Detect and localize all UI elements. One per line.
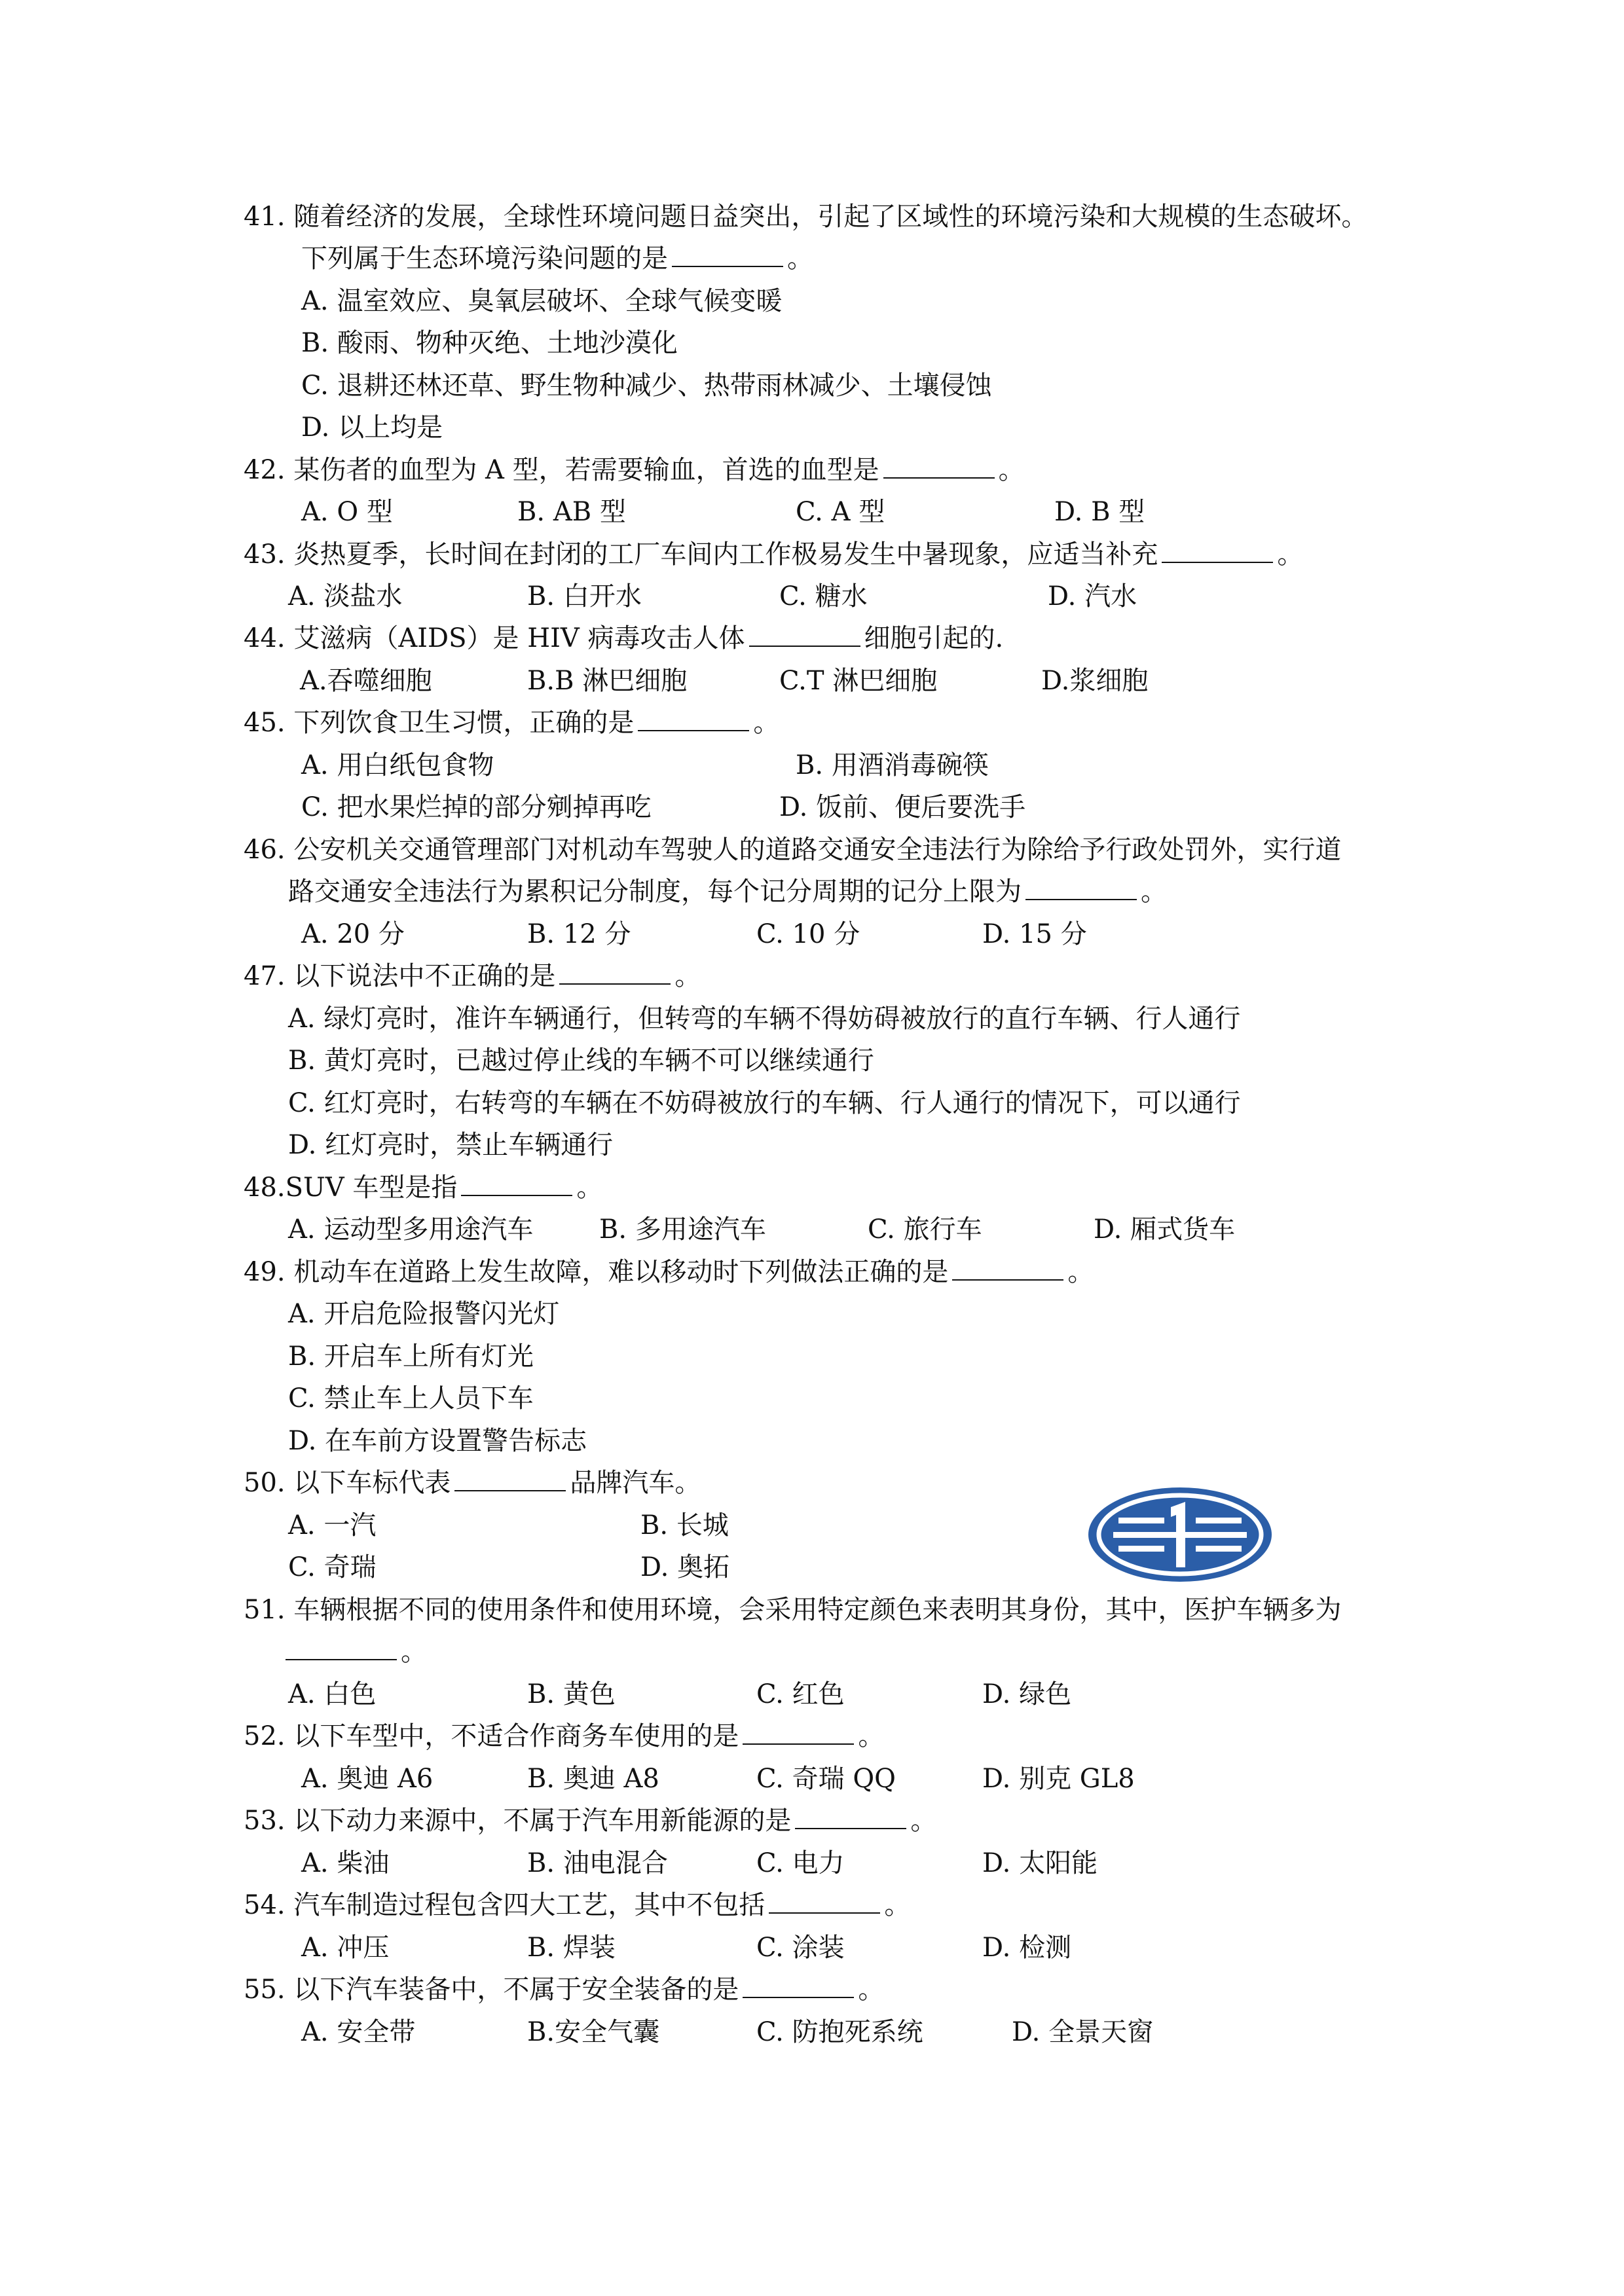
question-52-option-d: D. 别克 GL8 [982,1764,1135,1794]
question-45-stem: 45. 下列饮食卫生习惯，正确的是 。 [244,708,780,738]
question-44-option-b: B.B 淋巴细胞 [527,666,688,696]
question-43-option-a: A. 淡盐水 [288,581,403,611]
question-51-stem-cont: 。 [286,1636,427,1667]
question-45-option-b: B. 用酒消毒碗筷 [796,750,989,780]
question-48-option-a: A. 运动型多用途汽车 [288,1214,534,1245]
question-42-option-b: B. AB 型 [517,497,626,527]
question-51-option-b: B. 黄色 [527,1679,616,1709]
answer-blank[interactable] [286,1637,397,1660]
question-48-option-d: D. 厢式货车 [1094,1214,1236,1245]
question-49-option-c: C. 禁止车上人员下车 [288,1383,534,1413]
question-50-option-b: B. 长城 [640,1510,729,1540]
question-51-stem: 51. 车辆根据不同的使用条件和使用环境，会采用特定颜色来表明其身份，其中，医护车辆多为 [244,1595,1342,1625]
question-41-option-d: D. 以上均是 [301,412,443,443]
question-46-stem: 46. 公安机关交通管理部门对机动车驾驶人的道路交通安全违法行为除给予行政处罚外，实行道 [244,835,1342,865]
question-48-option-c: C. 旅行车 [868,1214,982,1245]
question-47-option-c: C. 红灯亮时，右转弯的车辆在不妨碍被放行的车辆、行人通行的情况下，可以通行 [288,1088,1241,1118]
question-45-option-c: C. 把水果烂掉的部分剜掉再吃 [301,792,652,822]
question-50-option-a: A. 一汽 [288,1510,377,1540]
question-43-option-b: B. 白开水 [527,581,642,611]
question-54-option-c: C. 涂装 [756,1933,845,1963]
question-41-option-c: C. 退耕还林还草、野生物种减少、热带雨林减少、土壤侵蚀 [301,371,992,401]
answer-blank[interactable] [883,455,995,479]
faw-car-logo-icon [1087,1486,1273,1583]
question-41-stem: 41. 随着经济的发展，全球性环境问题日益突出，引起了区域性的环境污染和大规模的生态破坏。 [244,202,1368,232]
answer-blank[interactable] [749,623,860,647]
question-48-option-b: B. 多用途汽车 [599,1214,766,1245]
question-54-option-a: A. 冲压 [301,1933,390,1963]
question-42-option-a: A. O 型 [301,497,393,527]
answer-blank[interactable] [672,244,783,267]
answer-blank[interactable] [1162,539,1273,563]
question-55-option-b: B.安全气囊 [527,2017,660,2047]
question-46-option-b: B. 12 分 [527,919,631,949]
question-49-option-d: D. 在车前方设置警告标志 [288,1426,587,1456]
question-46-option-c: C. 10 分 [756,919,860,949]
question-52-option-a: A. 奥迪 A6 [301,1764,434,1794]
answer-blank[interactable] [743,1975,854,1998]
question-43-option-c: C. 糖水 [779,581,868,611]
question-51-option-a: A. 白色 [288,1679,377,1709]
question-45-option-a: A. 用白纸包食物 [301,750,494,780]
question-55-option-d: D. 全景天窗 [1012,2017,1154,2047]
question-51-option-d: D. 绿色 [982,1679,1072,1709]
question-43-stem: 43. 炎热夏季，长时间在封闭的工厂车间内工作极易发生中暑现象，应适当补充 。 [244,539,1304,570]
question-49-stem: 49. 机动车在道路上发生故障，难以移动时下列做法正确的是 。 [244,1257,1094,1287]
question-49-option-a: A. 开启危险报警闪光灯 [288,1299,560,1329]
question-46-option-a: A. 20 分 [301,919,405,949]
question-53-option-a: A. 柴油 [301,1848,390,1878]
question-52-stem: 52. 以下车型中，不适合作商务车使用的是 。 [244,1721,885,1751]
question-48-stem: 48.SUV 车型是指 。 [244,1173,603,1203]
question-41-option-a: A. 温室效应、臭氧层破坏、全球气候变暖 [301,286,783,316]
question-43-option-d: D. 汽水 [1048,581,1137,611]
answer-blank[interactable] [1025,877,1137,900]
question-49-option-b: B. 开启车上所有灯光 [288,1341,534,1372]
question-54-stem: 54. 汽车制造过程包含四大工艺，其中不包括 。 [244,1890,911,1920]
question-47-option-a: A. 绿灯亮时，准许车辆通行，但转弯的车辆不得妨碍被放行的直行车辆、行人通行 [288,1004,1241,1034]
answer-blank[interactable] [454,1468,566,1491]
question-44-option-d: D.浆细胞 [1041,666,1149,696]
question-42-stem: 42. 某伤者的血型为 A 型，若需要输血，首选的血型是 。 [244,455,1025,485]
question-50-stem: 50. 以下车标代表 品牌汽车。 [244,1468,701,1498]
question-53-option-b: B. 油电混合 [527,1848,668,1878]
question-47-stem: 47. 以下说法中不正确的是 。 [244,961,701,991]
question-55-stem: 55. 以下汽车装备中，不属于安全装备的是 。 [244,1975,885,2005]
answer-blank[interactable] [769,1890,880,1914]
answer-blank[interactable] [461,1173,572,1196]
question-41-stem-cont: 下列属于生态环境污染问题的是 。 [301,244,813,274]
question-53-option-d: D. 太阳能 [982,1848,1098,1878]
question-50-option-c: C. 奇瑞 [288,1552,377,1582]
question-41-option-b: B. 酸雨、物种灭绝、土地沙漠化 [301,328,678,358]
question-44-stem: 44. 艾滋病（AIDS）是 HIV 病毒攻击人体 细胞引起的. [244,623,1004,653]
answer-blank[interactable] [559,961,671,985]
question-47-option-b: B. 黄灯亮时，已越过停止线的车辆不可以继续通行 [288,1046,874,1076]
question-55-option-a: A. 安全带 [301,2017,416,2047]
question-54-option-b: B. 焊装 [527,1933,616,1963]
question-45-option-d: D. 饭前、便后要洗手 [779,792,1026,822]
answer-blank[interactable] [638,708,749,731]
question-53-stem: 53. 以下动力来源中，不属于汽车用新能源的是 。 [244,1806,937,1836]
answer-blank[interactable] [795,1806,906,1829]
question-55-option-c: C. 防抱死系统 [756,2017,923,2047]
question-46-stem-cont: 路交通安全违法行为累积记分制度，每个记分周期的记分上限为 。 [288,877,1167,907]
question-42-option-c: C. A 型 [796,497,885,527]
question-52-option-c: C. 奇瑞 QQ [756,1764,896,1794]
question-51-option-c: C. 红色 [756,1679,845,1709]
question-44-option-c: C.T 淋巴细胞 [779,666,938,696]
question-50-option-d: D. 奥拓 [640,1552,730,1582]
answer-blank[interactable] [952,1257,1063,1281]
question-42-option-d: D. B 型 [1054,497,1145,527]
question-52-option-b: B. 奥迪 A8 [527,1764,659,1794]
question-54-option-d: D. 检测 [982,1933,1072,1963]
question-53-option-c: C. 电力 [756,1848,845,1878]
question-44-option-a: A.吞噬细胞 [300,666,432,696]
question-46-option-d: D. 15 分 [982,919,1087,949]
question-47-option-d: D. 红灯亮时，禁止车辆通行 [288,1130,614,1160]
answer-blank[interactable] [743,1721,854,1745]
